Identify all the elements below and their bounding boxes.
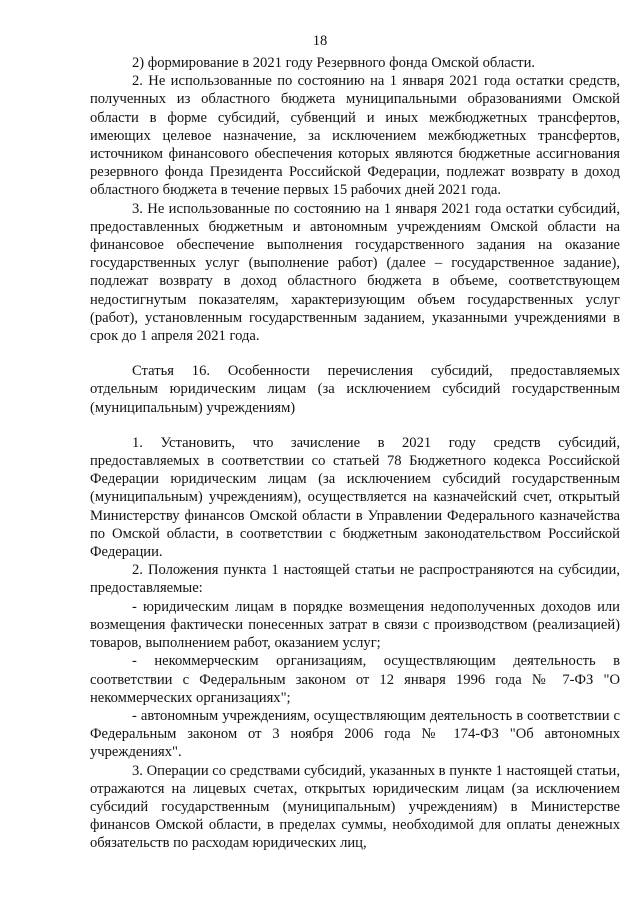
list-item-autonomous: - автономным учреждениям, осуществляющим деятельность в соответствии с Федеральным законом от 3 ноября 2006 года № 174-ФЗ "Об автономных учреждениях".: [90, 707, 620, 761]
article-16-item-2: 2. Положения пункта 1 настоящей статьи не распространяются на субсидии, предоставляемые:: [90, 562, 620, 597]
spacer: [90, 345, 620, 362]
list-item-nonprofits: - некоммерческим организациям, осуществляющим деятельность в соответствии с Федеральным законом от 12 января 1996 года № 7-ФЗ "О некоммерческих организациях";: [90, 653, 620, 706]
paragraph-item-3: 3. Не использованные по состоянию на 1 января 2021 года остатки субсидий, предоставленных бюджетным и автономным учреждениям Омской области на финансовое обеспечение выполнения государственного задания на оказание государственных услуг (выполнение работ) (далее – государственное задание), подлежат возврату в доход областного бюджета в объеме, соответствующем недостигнутым показателям, характеризующим объем государственных услуг (работ), установленным государственным заданием, указанными учреждениями в срок до 1 апреля 2021 года.: [90, 200, 620, 345]
paragraph-item-2: 2. Не использованные по состоянию на 1 января 2021 года остатки средств, полученных из областного бюджета муниципальными образованиями Омской области в форме субсидий, субвенций и иных межбюджетных трансфертов, имеющих целевое назначение, за исключением межбюджетных трансфертов, источником финансового обеспечения которых являются бюджетные ассигнования резервного фонда Президента Российской Федерации, подлежат возврату в доход областного бюджета в течение первых 15 рабочих дней 2021 года.: [90, 73, 620, 199]
article-16-item-1: 1. Установить, что зачисление в 2021 году средств субсидий, предоставляемых в соответствии со статьей 78 Бюджетного кодекса Российской Федерации юридическим лицам (за исключением субсидий государственным (муниципальным) учреждениям), осуществляется на казначейский счет, открытый Министерству финансов Омской области в Управлении Федерального казначейства по Омской области, в соответствии с бюджетным законодательством Российской Федерации.: [90, 434, 620, 561]
article-16-heading: Статья 16. Особенности перечисления субсидий, предоставляемых отдельным юридическим лицам (за исключением субсидий государственным (муниципальным) учреждениям): [90, 363, 620, 416]
paragraph-reserve-fund: 2) формирование в 2021 году Резервного фонда Омской области.: [132, 55, 536, 71]
page-number: 18: [312, 33, 328, 49]
article-16-item-3: 3. Операции со средствами субсидий, указанных в пункте 1 настоящей статьи, отражаются на лицевых счетах, открытых юридическим лицам (за исключением субсидий государственным (муниципальным) учреждениям) в Министерстве финансов Омской области, в пределах суммы, необходимой для оплаты денежных обязательств по расходам юридических лиц,: [90, 762, 620, 852]
list-item-legal-entities: - юридическим лицам в порядке возмещения недополученных доходов или возмещения фактически понесенных затрат в связи с производством (реализацией) товаров, выполнением работ, оказанием услуг;: [90, 598, 620, 652]
document-body: [90, 54, 620, 853]
spacer: [90, 417, 620, 434]
